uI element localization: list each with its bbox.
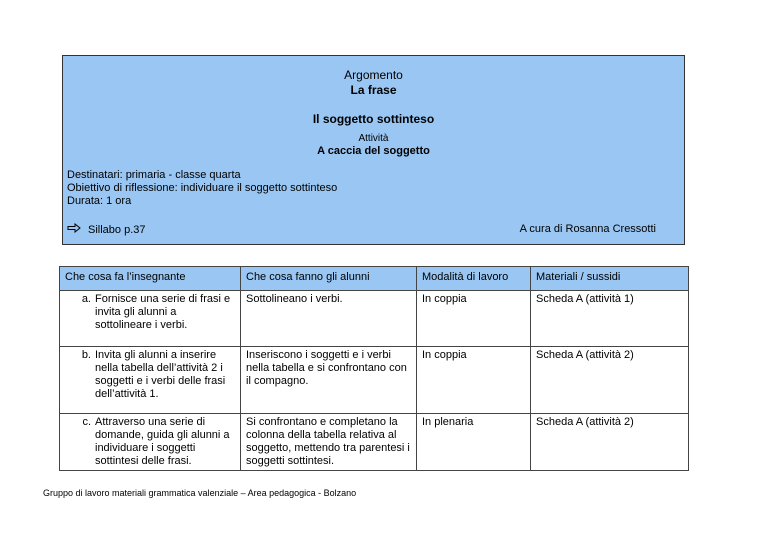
alunni-cell: Si confrontano e completano la colonna della tabella relativa al soggetto, mettendo tra parentesi i soggetti sottintesi. [241, 414, 417, 471]
table-row [60, 291, 689, 347]
table-row [60, 414, 689, 471]
lesson-table [59, 266, 689, 471]
insegnante-text: Fornisce una serie di frasi e invita gli alunni a sottolineare i verbi. [95, 293, 231, 331]
table-header-row [60, 267, 689, 291]
argomento-title: La frase [350, 83, 397, 97]
modalita-cell: In coppia [417, 347, 531, 414]
page-footer: Gruppo di lavoro materiali grammatica valenziale – Area pedagogica - Bolzano [43, 488, 357, 498]
arrow-right-icon [67, 223, 83, 236]
materiali-cell: Scheda A (attività 1) [531, 291, 689, 347]
column-header: Modalità di lavoro [417, 267, 531, 291]
subject-title: Il soggetto sottinteso [312, 112, 435, 126]
attivita-label: Attività [358, 133, 389, 144]
insegnante-text: Attraverso una serie di domande, guida gli alunni a individuare i soggetti sottintesi delle frasi. [95, 416, 230, 467]
materiali-cell: Scheda A (attività 2) [531, 347, 689, 414]
item-letter: b. [81, 349, 91, 361]
curator: A cura di Rosanna Cressotti [519, 223, 656, 235]
column-header: Che cosa fa l’insegnante [60, 267, 241, 291]
column-header: Materiali / sussidi [531, 267, 689, 291]
materiali-cell: Scheda A (attività 2) [531, 414, 689, 471]
modalita-cell: In coppia [417, 291, 531, 347]
obiettivo: Obiettivo di riflessione: individuare il soggetto sottinteso [67, 182, 338, 194]
sillabo-reference [67, 223, 146, 236]
attivita-title: A caccia del soggetto [317, 145, 430, 157]
argomento-label: Argomento [344, 68, 403, 82]
column-header: Che cosa fanno gli alunni [241, 267, 417, 291]
item-letter: c. [82, 416, 91, 428]
insegnante-text: Invita gli alunni a inserire nella tabella dell’attività 2 i soggetti e i verbi delle frasi dell’attività 1. [95, 349, 226, 400]
insegnante-cell [60, 414, 241, 471]
durata: Durata: 1 ora [67, 195, 132, 207]
modalita-cell: In plenaria [417, 414, 531, 471]
alunni-cell: Sottolineano i verbi. [241, 291, 417, 347]
item-letter: a. [81, 293, 91, 305]
sillabo-label: Sillabo p.37 [88, 224, 146, 236]
table-row [60, 347, 689, 414]
destinatari: Destinatari: primaria - classe quarta [67, 169, 241, 181]
insegnante-cell [60, 291, 241, 347]
alunni-cell: Inseriscono i soggetti e i verbi nella tabella e si confrontano con il compagno. [241, 347, 417, 414]
lesson-header [62, 55, 685, 245]
insegnante-cell [60, 347, 241, 414]
